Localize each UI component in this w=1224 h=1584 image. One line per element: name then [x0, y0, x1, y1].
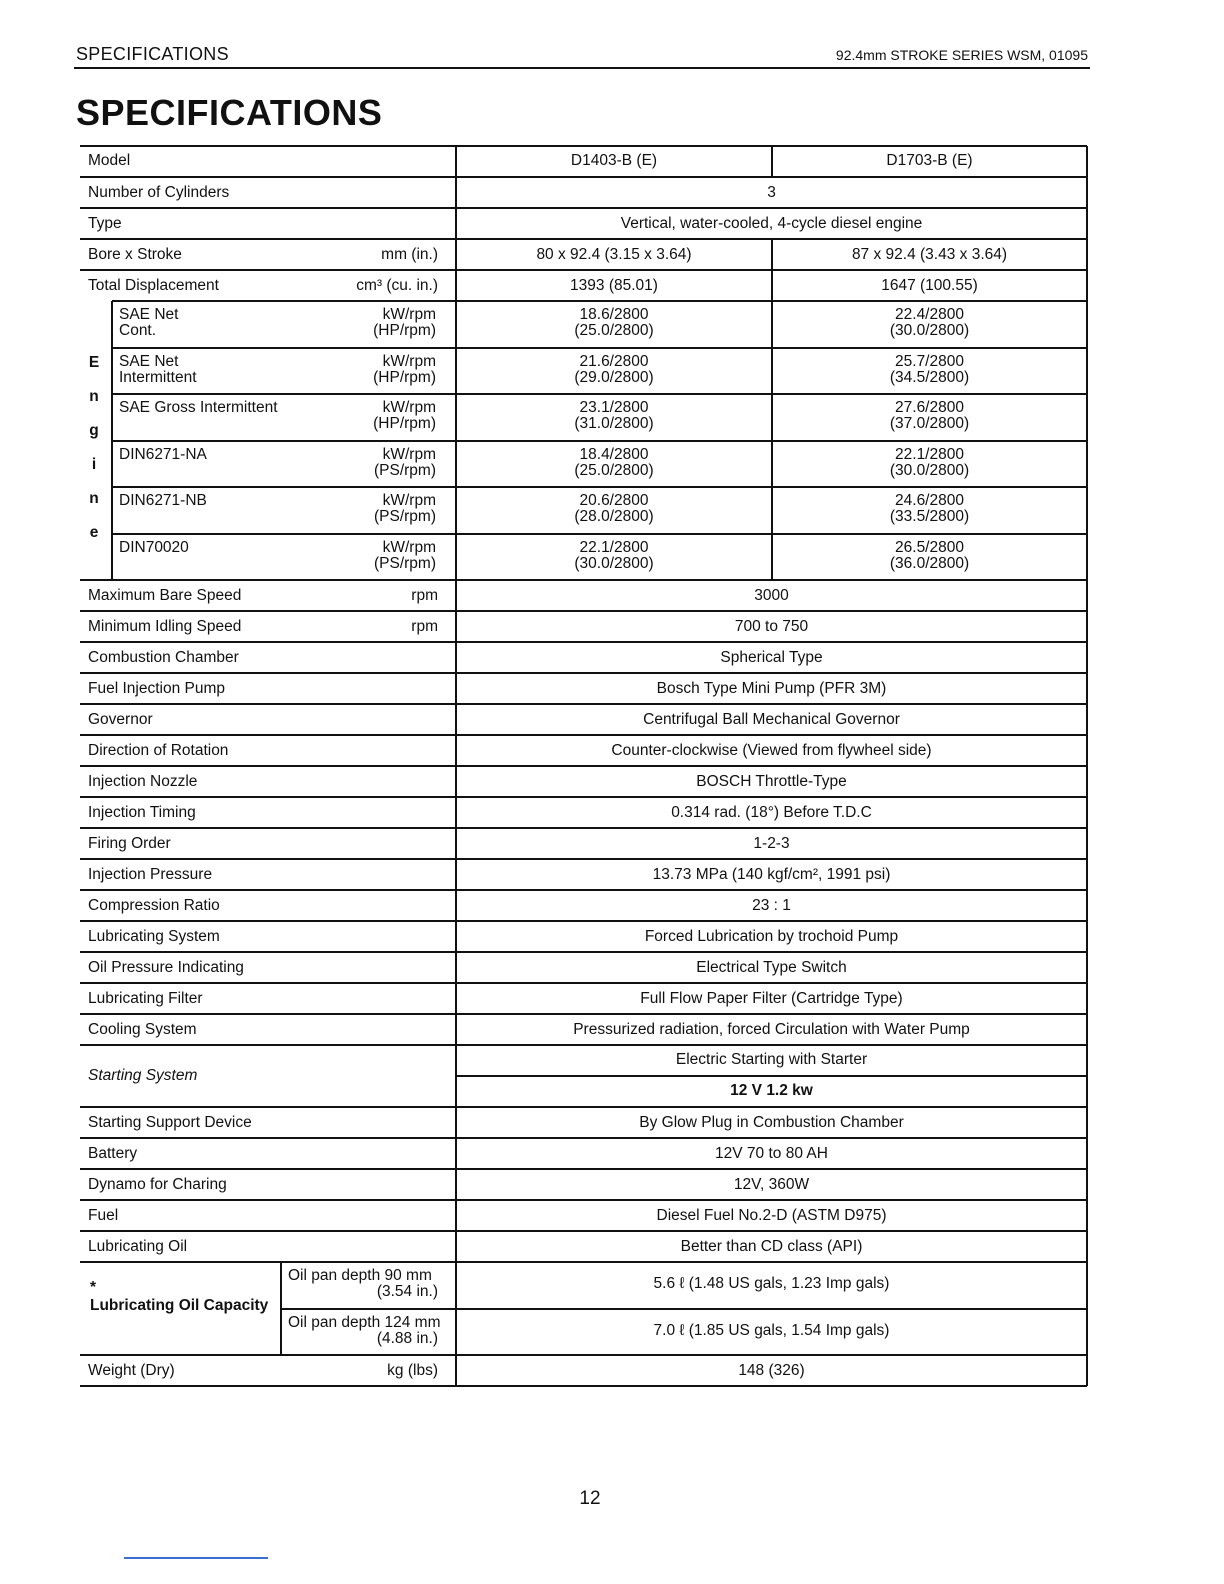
page-number: 12 — [579, 1488, 601, 1509]
oil-pan-depth-in: (4.88 in.) — [376, 1329, 438, 1347]
table-divider — [455, 983, 457, 1014]
table-divider — [1086, 673, 1088, 704]
row-rule — [80, 579, 1087, 581]
row-rule — [80, 765, 1087, 767]
weight-unit: kg (lbs) — [387, 1362, 438, 1379]
spec-label: Cooling System — [88, 1021, 197, 1038]
row-rule — [80, 1199, 1087, 1201]
engine-value-d1403-alt: (25.0/2800) — [574, 461, 654, 479]
engine-side-letter: g — [89, 422, 99, 439]
spec-value-d1703: 1647 (100.55) — [881, 277, 978, 294]
engine-value-d1403-alt: (28.0/2800) — [574, 508, 654, 525]
spec-label: Governor — [88, 711, 153, 728]
table-divider — [1086, 1355, 1088, 1386]
header-section-title: SPECIFICATIONS — [76, 44, 229, 64]
row-rule — [80, 1354, 1087, 1356]
weight-value: 148 (326) — [738, 1362, 805, 1379]
engine-value-d1703-alt: (33.5/2800) — [889, 508, 970, 525]
spec-label: Type — [88, 215, 122, 232]
engine-value-d1703: 25.7/2800 — [895, 352, 964, 370]
spec-value: 13.73 MPa (140 kgf/cm², 1991 psi) — [652, 866, 891, 883]
table-divider — [455, 270, 457, 301]
spec-value: 0.314 rad. (18°) Before T.D.C — [671, 804, 872, 821]
table-divider — [1086, 797, 1088, 828]
engine-value-d1403-alt: (30.0/2800) — [574, 554, 654, 572]
spec-value: Better than CD class (API) — [680, 1238, 863, 1255]
oil-capacity-value: 5.6 ℓ (1.48 US gals, 1.23 Imp gals) — [653, 1275, 890, 1292]
spec-value: 1-2-3 — [753, 835, 790, 852]
row-rule — [80, 951, 1087, 953]
engine-value-d1703-alt: (34.5/2800) — [889, 368, 970, 386]
table-divider — [455, 580, 457, 611]
table-divider — [455, 239, 457, 270]
starting-system-value: Electric Starting with Starter — [675, 1051, 868, 1068]
table-divider — [771, 270, 773, 301]
spec-value: Full Flow Paper Filter (Cartridge Type) — [640, 990, 903, 1007]
table-divider — [455, 1138, 457, 1169]
table-divider — [1086, 1045, 1088, 1107]
engine-row-rule — [112, 300, 1087, 302]
row-rule — [80, 1106, 1087, 1108]
engine-value-d1703-alt: (30.0/2800) — [889, 461, 970, 479]
table-divider — [1086, 642, 1088, 673]
engine-value-d1703-alt: (37.0/2800) — [889, 415, 970, 432]
engine-value-d1403-alt: (31.0/2800) — [574, 415, 654, 432]
oil-pan-depth: Oil pan depth 90 mm — [288, 1267, 432, 1284]
table-divider — [1086, 301, 1088, 580]
row-rule — [80, 827, 1087, 829]
engine-unit: kW/rpm — [382, 445, 436, 463]
spec-value-d1403: 80 x 92.4 (3.15 x 3.64) — [536, 246, 692, 263]
row-rule — [80, 1044, 1087, 1046]
engine-value-d1703: 24.6/2800 — [895, 492, 964, 509]
spec-value: Counter-clockwise (Viewed from flywheel side) — [611, 742, 932, 759]
spec-value: BOSCH Throttle-Type — [696, 773, 847, 790]
spec-label: Compression Ratio — [88, 897, 220, 914]
engine-label: DIN6271-NB — [119, 492, 207, 509]
row-rule — [80, 207, 1087, 209]
oil-capacity-label: Lubricating Oil Capacity — [90, 1297, 269, 1314]
row-rule — [80, 734, 1087, 736]
oil-pan-depth: Oil pan depth 124 mm — [288, 1313, 441, 1331]
row-rule — [80, 1261, 1087, 1263]
spec-value: Spherical Type — [720, 649, 823, 666]
engine-label: DIN70020 — [119, 538, 189, 556]
table-divider — [455, 208, 457, 239]
spec-value: 3 — [767, 184, 776, 201]
row-rule — [80, 176, 1087, 178]
engine-value-d1403: 18.6/2800 — [579, 306, 649, 323]
oil-pan-depth-in: (3.54 in.) — [376, 1283, 438, 1300]
engine-label: DIN6271-NA — [119, 445, 207, 463]
spec-label: Combustion Chamber — [88, 649, 239, 666]
oil-capacity-value: 7.0 ℓ (1.85 US gals, 1.54 Imp gals) — [653, 1321, 890, 1339]
spec-value: 23 : 1 — [752, 897, 791, 914]
spec-label: Injection Timing — [88, 804, 196, 821]
row-rule — [80, 982, 1087, 984]
row-rule — [80, 920, 1087, 922]
engine-side-letter: n — [89, 490, 99, 507]
table-divider — [1086, 1169, 1088, 1200]
row-rule — [80, 269, 1087, 271]
spec-label: Fuel Injection Pump — [88, 680, 225, 697]
table-divider — [1086, 1262, 1088, 1355]
table-divider — [1086, 208, 1088, 239]
table-divider — [1086, 1138, 1088, 1169]
spec-label: Fuel — [88, 1207, 119, 1224]
engine-unit-alt: (PS/rpm) — [374, 554, 436, 572]
table-divider — [455, 1107, 457, 1138]
table-divider — [455, 890, 457, 921]
table-divider — [771, 146, 773, 177]
spec-value: Diesel Fuel No.2-D (ASTM D975) — [656, 1207, 887, 1224]
engine-unit-alt: (PS/rpm) — [374, 508, 436, 525]
engine-label-sub: Cont. — [119, 322, 157, 339]
spec-value: Electrical Type Switch — [696, 959, 847, 976]
engine-unit: kW/rpm — [382, 399, 436, 416]
engine-value-d1703: 26.5/2800 — [895, 538, 964, 556]
table-divider — [1086, 890, 1088, 921]
spec-label: Battery — [88, 1145, 138, 1162]
spec-label: Maximum Bare Speed — [88, 587, 242, 604]
table-divider — [1086, 828, 1088, 859]
engine-unit: kW/rpm — [382, 352, 436, 370]
table-divider — [1086, 921, 1088, 952]
engine-value-d1403: 23.1/2800 — [579, 399, 649, 416]
engine-value-d1703: 22.1/2800 — [895, 445, 964, 463]
table-divider — [455, 146, 457, 177]
model-d1403: D1403-B (E) — [570, 152, 658, 169]
spec-value: Bosch Type Mini Pump (PFR 3M) — [656, 680, 887, 697]
spec-value: 700 to 750 — [734, 618, 809, 635]
spec-label: Bore x Stroke — [88, 246, 182, 263]
table-divider — [1086, 766, 1088, 797]
header-manual-id: 92.4mm STROKE SERIES WSM, 01095 — [835, 47, 1088, 63]
table-divider — [280, 1262, 282, 1355]
spec-value: Forced Lubrication by trochoid Pump — [644, 928, 899, 945]
engine-unit: kW/rpm — [382, 538, 436, 556]
table-divider — [1086, 611, 1088, 642]
table-divider — [455, 1169, 457, 1200]
row-rule — [80, 1013, 1087, 1015]
starting-system-rating: 12 V 1.2 kw — [730, 1082, 813, 1099]
table-divider — [455, 642, 457, 673]
table-divider — [455, 735, 457, 766]
footer-link-rule — [124, 1557, 268, 1559]
table-divider — [455, 1231, 457, 1262]
header-rule — [74, 67, 1090, 69]
row-rule — [80, 1137, 1087, 1139]
engine-label: SAE Net — [119, 352, 179, 370]
spec-unit: mm (in.) — [381, 246, 438, 263]
table-divider — [455, 1045, 457, 1107]
table-bottom-rule — [80, 1385, 1087, 1387]
row-rule — [80, 889, 1087, 891]
table-divider — [455, 921, 457, 952]
spec-label: Injection Nozzle — [88, 773, 198, 790]
table-top-rule — [80, 145, 1087, 147]
engine-value-d1703-alt: (36.0/2800) — [889, 554, 970, 572]
spec-value: 12V, 360W — [733, 1176, 810, 1193]
engine-unit-alt: (HP/rpm) — [373, 322, 436, 339]
spec-label: Total Displacement — [88, 277, 219, 294]
table-divider — [455, 1355, 457, 1386]
spec-label: Firing Order — [88, 835, 171, 852]
spec-label: Number of Cylinders — [88, 184, 230, 201]
starting-system-label: Starting System — [88, 1067, 198, 1084]
spec-value: 12V 70 to 80 AH — [715, 1145, 828, 1162]
table-divider — [455, 859, 457, 890]
table-divider — [1086, 859, 1088, 890]
table-divider — [455, 1200, 457, 1231]
table-divider — [1086, 177, 1088, 208]
engine-value-d1703: 22.4/2800 — [895, 306, 964, 323]
model-d1703: D1703-B (E) — [886, 152, 973, 169]
table-divider — [455, 797, 457, 828]
engine-label: SAE Gross Intermittent — [119, 399, 278, 416]
spec-value: Centrifugal Ball Mechanical Governor — [643, 711, 900, 728]
spec-value: By Glow Plug in Combustion Chamber — [639, 1114, 904, 1131]
engine-unit-alt: (HP/rpm) — [373, 415, 436, 432]
engine-unit: kW/rpm — [382, 306, 436, 323]
spec-label: Dynamo for Charing — [88, 1176, 227, 1193]
table-divider — [1086, 1231, 1088, 1262]
table-divider — [1086, 580, 1088, 611]
engine-value-d1703: 27.6/2800 — [895, 399, 964, 416]
engine-value-d1403-alt: (29.0/2800) — [574, 368, 654, 386]
row-rule — [80, 238, 1087, 240]
table-divider — [1086, 1200, 1088, 1231]
model-label: Model — [88, 152, 131, 169]
engine-row-rule — [112, 486, 1087, 488]
row-rule — [80, 672, 1087, 674]
table-divider — [1086, 1014, 1088, 1045]
spec-unit: rpm — [411, 618, 438, 635]
spec-label: Lubricating Oil — [88, 1238, 188, 1255]
engine-value-d1703-alt: (30.0/2800) — [889, 322, 970, 339]
table-divider — [455, 952, 457, 983]
row-rule — [80, 703, 1087, 705]
table-divider — [1086, 239, 1088, 270]
oil-row-rule — [281, 1308, 1087, 1310]
engine-value-d1403-alt: (25.0/2800) — [574, 322, 654, 339]
engine-value-d1403: 21.6/2800 — [579, 352, 649, 370]
spec-unit: cm³ (cu. in.) — [356, 277, 438, 294]
table-divider — [455, 611, 457, 642]
spec-label: Lubricating Filter — [88, 990, 203, 1007]
table-divider — [771, 301, 773, 580]
engine-side-letter: n — [89, 388, 99, 405]
table-divider — [455, 828, 457, 859]
page-title: SPECIFICATIONS — [76, 92, 383, 133]
engine-side-letter: E — [88, 354, 100, 371]
spec-value: Vertical, water-cooled, 4-cycle diesel engine — [620, 215, 923, 232]
row-rule — [80, 1230, 1087, 1232]
engine-side-letter: e — [89, 524, 99, 541]
spec-label: Starting Support Device — [88, 1114, 252, 1131]
table-divider — [455, 1262, 457, 1355]
table-divider — [455, 673, 457, 704]
table-divider — [455, 766, 457, 797]
table-divider — [1086, 983, 1088, 1014]
table-divider — [1086, 1107, 1088, 1138]
engine-row-rule — [112, 440, 1087, 442]
spec-value-d1403: 1393 (85.01) — [570, 277, 658, 294]
table-divider — [1086, 952, 1088, 983]
spec-value: Pressurized radiation, forced Circulation with Water Pump — [573, 1021, 970, 1038]
table-divider — [455, 1014, 457, 1045]
row-rule — [80, 858, 1087, 860]
engine-label: SAE Net — [119, 306, 179, 323]
row-rule — [80, 796, 1087, 798]
spec-value-d1703: 87 x 92.4 (3.43 x 3.64) — [851, 246, 1008, 263]
engine-value-d1403: 20.6/2800 — [579, 492, 649, 509]
spec-value: 3000 — [754, 587, 789, 604]
engine-unit-alt: (PS/rpm) — [374, 461, 436, 479]
engine-label-sub: Intermittent — [119, 368, 197, 386]
table-divider — [1086, 270, 1088, 301]
spec-unit: rpm — [411, 587, 438, 604]
table-divider — [1086, 704, 1088, 735]
table-divider — [1086, 735, 1088, 766]
engine-unit: kW/rpm — [382, 492, 436, 509]
spec-label: Lubricating System — [88, 928, 220, 945]
weight-label: Weight (Dry) — [88, 1362, 175, 1379]
engine-row-rule — [112, 347, 1087, 349]
table-divider — [455, 704, 457, 735]
engine-value-d1403: 22.1/2800 — [579, 538, 649, 556]
asterisk-mark: * — [90, 1279, 97, 1296]
spec-label: Minimum Idling Speed — [88, 618, 242, 635]
starting-split-rule — [456, 1075, 1087, 1077]
table-divider — [1086, 146, 1088, 177]
spec-label: Injection Pressure — [88, 866, 213, 883]
spec-label: Oil Pressure Indicating — [88, 959, 244, 976]
row-rule — [80, 610, 1087, 612]
table-divider — [455, 177, 457, 208]
spec-label: Direction of Rotation — [88, 742, 229, 759]
engine-side-letter: i — [91, 456, 97, 473]
row-rule — [80, 641, 1087, 643]
engine-unit-alt: (HP/rpm) — [373, 368, 436, 386]
row-rule — [80, 1168, 1087, 1170]
table-divider — [771, 239, 773, 270]
table-divider — [455, 301, 457, 580]
engine-value-d1403: 18.4/2800 — [579, 445, 649, 463]
